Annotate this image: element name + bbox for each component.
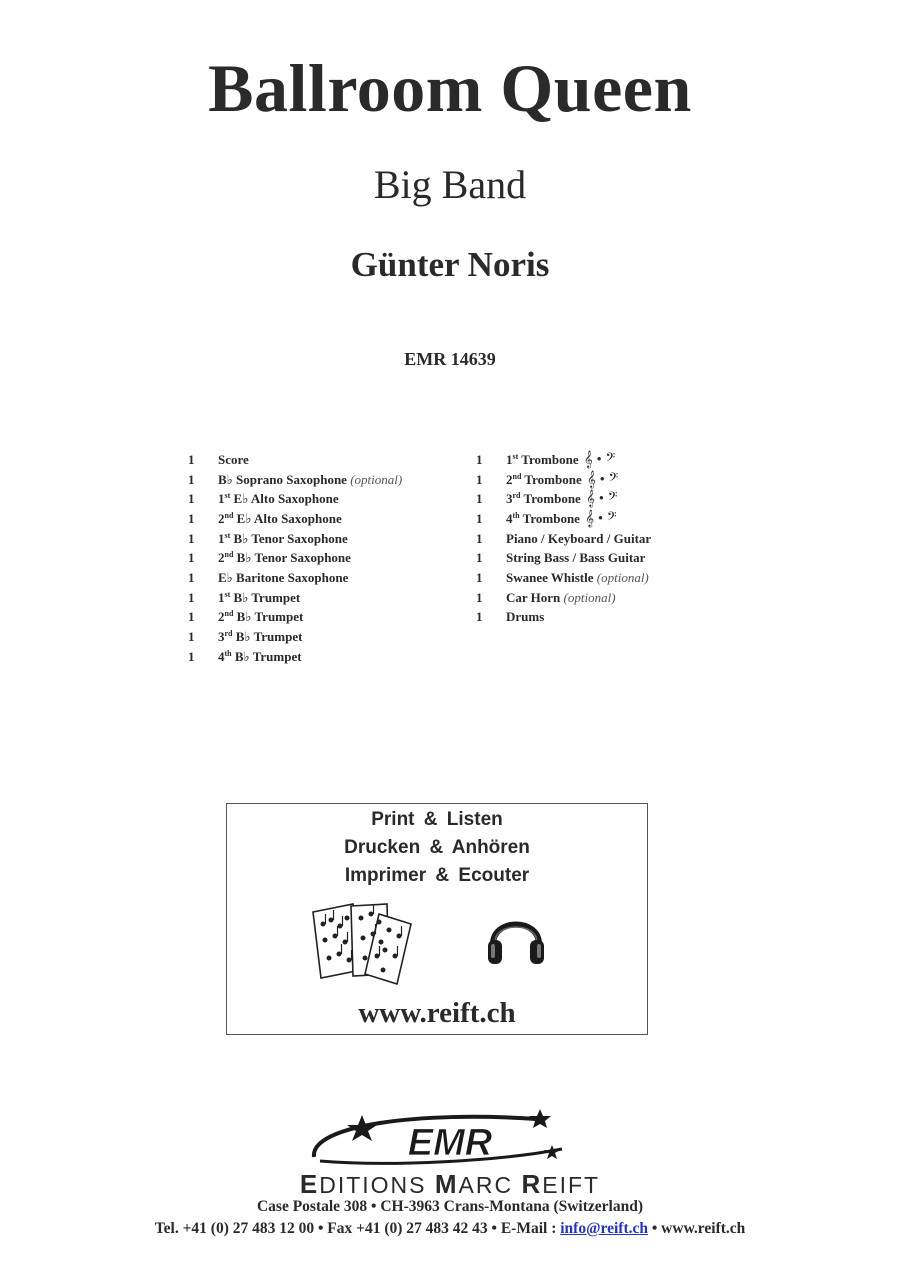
part-row <box>188 647 468 667</box>
clef-icon: 𝄞 • 𝄢 <box>586 471 619 488</box>
part-name: 1st B♭ Trumpet <box>218 589 301 605</box>
part-quantity: 1 <box>188 451 195 467</box>
part-name: Car Horn (optional) <box>506 589 616 605</box>
part-quantity: 1 <box>188 550 195 566</box>
part-name: 2nd B♭ Tenor Saxophone <box>218 550 351 566</box>
part-name: 4th B♭ Trumpet <box>218 648 302 664</box>
part-row <box>476 568 716 588</box>
part-name: Score <box>218 451 249 467</box>
part-row <box>188 588 468 608</box>
email-link[interactable]: info@reift.ch <box>560 1220 648 1237</box>
part-quantity: 1 <box>188 491 195 507</box>
part-quantity: 1 <box>476 530 483 546</box>
part-row <box>188 529 468 549</box>
part-quantity: 1 <box>188 648 195 664</box>
parts-list-right <box>476 450 716 627</box>
part-row <box>188 450 468 470</box>
part-row <box>476 509 716 529</box>
part-name: String Bass / Bass Guitar <box>506 550 646 566</box>
clef-icon: 𝄞 • 𝄢 <box>583 451 616 468</box>
part-quantity: 1 <box>476 550 483 566</box>
part-row <box>476 489 716 509</box>
ensemble-subtitle: Big Band <box>373 162 527 207</box>
part-name: Drums <box>506 609 545 625</box>
sheet-music-icon <box>307 900 419 988</box>
part-name: 1st Trombone 𝄞 • 𝄢 <box>506 451 616 468</box>
part-row <box>476 529 716 549</box>
part-quantity: 1 <box>188 609 195 625</box>
part-quantity: 1 <box>476 451 483 467</box>
composer-name: Günter Noris <box>350 245 550 284</box>
promo-line-english: Print & Listen <box>371 809 503 830</box>
part-name: 2nd B♭ Trumpet <box>218 609 304 625</box>
contact-line: Tel. +41 (0) 27 483 12 00 • Fax +41 (0) 27 483 42 43 • E-Mail : info@reift.ch • www.reift.ch <box>154 1220 746 1237</box>
part-name: Piano / Keyboard / Guitar <box>506 530 652 546</box>
part-row <box>188 548 468 568</box>
promo-website[interactable]: www.reift.ch <box>358 997 516 1029</box>
part-quantity: 1 <box>476 569 483 585</box>
part-quantity: 1 <box>188 589 195 605</box>
part-row <box>476 470 716 490</box>
publisher-name: EDITIONS MARC REIFT <box>299 1169 601 1199</box>
publisher-address: Case Postale 308 • CH-3963 Crans-Montana (Switzerland) <box>256 1198 643 1215</box>
part-quantity: 1 <box>476 491 483 507</box>
part-quantity: 1 <box>188 471 195 487</box>
part-quantity: 1 <box>476 609 483 625</box>
page-title: Ballroom Queen <box>208 50 692 126</box>
part-quantity: 1 <box>476 589 483 605</box>
part-name: 2nd E♭ Alto Saxophone <box>218 510 342 526</box>
part-name: Swanee Whistle (optional) <box>506 569 649 585</box>
part-name: 3rd Trombone 𝄞 • 𝄢 <box>506 491 618 508</box>
clef-icon: 𝄞 • 𝄢 <box>585 510 617 527</box>
parts-list-left <box>188 450 468 667</box>
part-name: 1st E♭ Alto Saxophone <box>218 491 339 507</box>
part-quantity: 1 <box>188 569 195 585</box>
part-name: 3rd B♭ Trumpet <box>218 629 303 645</box>
part-name: 1st B♭ Tenor Saxophone <box>218 530 348 546</box>
part-quantity: 1 <box>476 471 483 487</box>
catalog-number: EMR 14639 <box>404 349 496 369</box>
part-row <box>188 509 468 529</box>
part-row <box>188 627 468 647</box>
clef-icon: 𝄞 • 𝄢 <box>586 491 618 508</box>
print-listen-box[interactable] <box>226 803 648 1035</box>
part-quantity: 1 <box>476 510 483 526</box>
part-name: B♭ Soprano Saxophone (optional) <box>218 471 403 487</box>
part-quantity: 1 <box>188 510 195 526</box>
part-name: 4th Trombone 𝄞 • 𝄢 <box>506 510 617 527</box>
promo-line-german: Drucken & Anhören <box>344 837 530 858</box>
part-row <box>188 608 468 628</box>
part-row <box>476 608 716 628</box>
emr-logo <box>300 1105 600 1175</box>
part-row <box>476 450 716 470</box>
part-name: 2nd Trombone 𝄞 • 𝄢 <box>506 471 619 488</box>
part-row <box>476 548 716 568</box>
part-row <box>188 489 468 509</box>
part-name: E♭ Baritone Saxophone <box>218 569 349 585</box>
part-quantity: 1 <box>188 629 195 645</box>
part-quantity: 1 <box>188 530 195 546</box>
headphones-icon <box>485 904 547 968</box>
svg-text:EMR: EMR <box>407 1122 493 1164</box>
part-row <box>188 568 468 588</box>
part-row <box>188 470 468 490</box>
part-row <box>476 588 716 608</box>
promo-line-french: Imprimer & Ecouter <box>344 865 530 886</box>
